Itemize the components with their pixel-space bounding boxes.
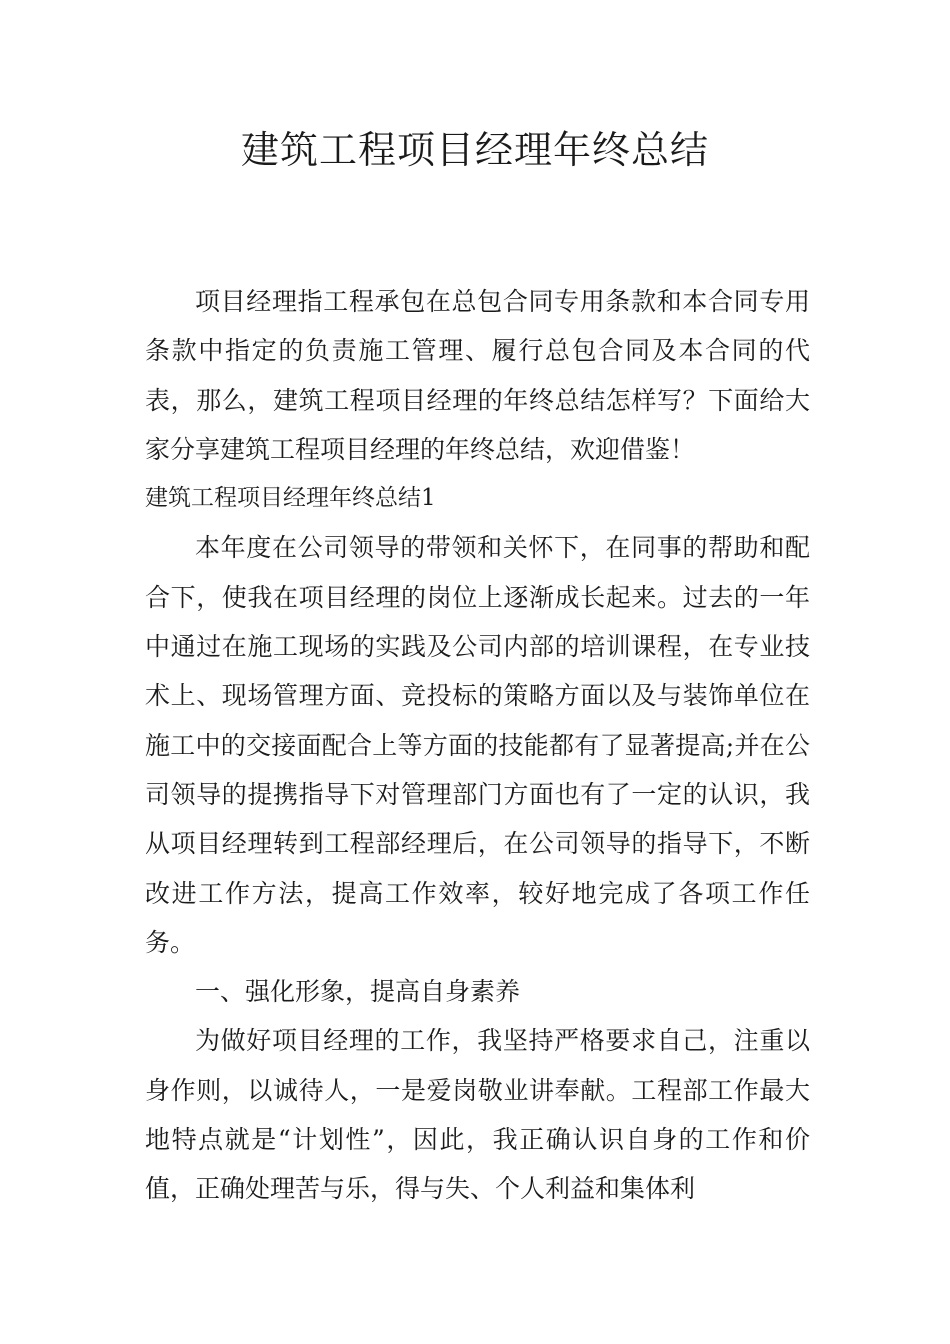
heading-strengthen-image: 一、强化形象，提高自身素养: [195, 977, 521, 1007]
intro-paragraph: 项目经理指工程承包在总包合同专用条款和本合同专用条款中指定的负责施工管理、履行总包合同及本合同的代表，那么，建筑工程项目经理的年终总结怎样写？下面给大家分享建筑工程项目经理的年终总结，欢迎借鉴！: [145, 287, 810, 464]
document-body: [145, 277, 810, 1214]
body-paragraph-2: 为做好项目经理的工作，我坚持严格要求自己，注重以身作则，以诚待人，一是爱岗敬业讲奉献。工程部工作最大地特点就是“计划性”，因此，我正确认识自身的工作和价值，正确处理苦与乐，得与失、个人利益和集体利: [145, 1026, 810, 1204]
document-title: 建筑工程项目经理年终总结: [240, 128, 709, 172]
section-title: 建筑工程项目经理年终总结1: [145, 485, 436, 512]
body-paragraph-1: 本年度在公司领导的带领和关怀下，在同事的帮助和配合下，使我在项目经理的岗位上逐渐成长起来。过去的一年中通过在施工现场的实践及公司内部的培训课程，在专业技术上、现场管理方面、竞投标的策略方面以及与装饰单位在施工中的交接面配合上等方面的技能都有了显著提高;并在公司领导的提携指导下对管理部门方面也有了一定的认识，我从项目经理转到工程部经理后，在公司领导的指导下，不断改进工作方法，提高工作效率，较好地完成了各项工作任务。: [145, 533, 810, 957]
